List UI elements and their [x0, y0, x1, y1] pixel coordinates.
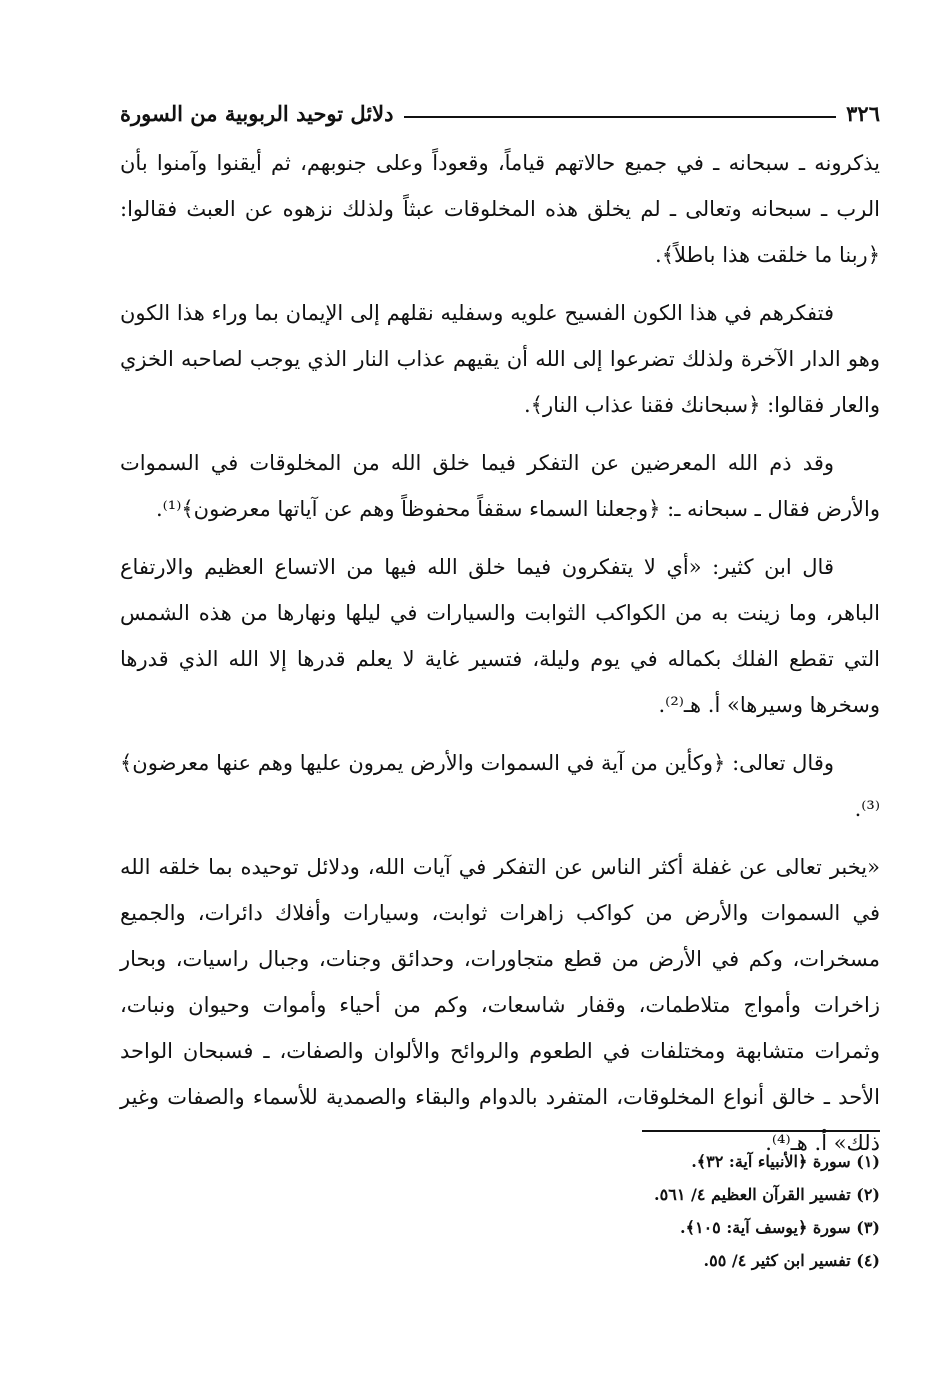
paragraph-text: يذكرونه ـ سبحانه ـ في جميع حالاتهم قياماً، وقعوداً وعلى جنوبهم، ثم أيقنوا وآمنوا بأن الرب ـ سبحانه وتعالى ـ لم يخلق هذه المخلوقات عبثاً ولذلك نزهوه عن العبث فقالوا: ﴿ربنا ما خلقت هذا باطلاً﴾. — [120, 151, 880, 267]
paragraph — [120, 740, 880, 832]
header-rule — [404, 116, 837, 118]
footnote: (٤) تفسير ابن كثير ٤/ ٥٥. — [703, 1251, 880, 1270]
running-title: دلائل توحيد الربوبية من السورة — [120, 101, 394, 126]
paragraph-text: وقد ذم الله المعرضين عن التفكر فيما خلق الله من المخلوقات في السموات والأرض فقال ـ سبحانه ـ: ﴿وجعلنا السماء سقفاً محفوظاً وهم عن آياتها معرضون﴾⁽¹⁾. — [120, 451, 880, 521]
paragraph — [120, 440, 880, 532]
paragraph — [120, 290, 880, 428]
paragraph-text: فتفكرهم في هذا الكون الفسيح علويه وسفليه نقلهم إلى الإيمان بما وراء هذا الكون وهو الدار الآخرة ولذلك تضرعوا إلى الله أن يقيهم عذاب النار الذي يوجب لصاحبه الخزي والعار فقالوا: ﴿سبحانك فقنا عذاب النار﴾. — [120, 301, 880, 417]
main-text — [120, 140, 880, 1178]
paragraph-text: وقال تعالى: ﴿وكأين من آية في السموات والأرض يمرون عليها وهم عنها معرضون﴾⁽³⁾. — [120, 751, 880, 821]
paragraph-text: «يخبر تعالى عن غفلة أكثر الناس عن التفكر في آيات الله، ودلائل توحيده بما خلقه الله في السموات والأرض من كواكب زاهرات ثوابت، وسيارات وأفلاك دائرات، والجميع مسخرات، وكم في الأرض من قطع متجاورات، وحدائق وجنات، وجبال راسيات، وبحار زاخرات وأمواج متلاطمات، وقفار شاسعات، وكم من أحياء وأموات وحيوان ونبات، وثمرات متشابهة ومختلفات في الطعوم والروائح والألوان والصفات، ـ فسبحان الواحد الأحد ـ خالق أنواع المخلوقات، المتفرد بالدوام والبقاء والصمدية للأسماء والصفات وغير ذلك» أ. هـ⁽⁴⁾. — [120, 855, 880, 1155]
footnotes — [360, 1145, 880, 1277]
footnote-separator — [642, 1130, 880, 1132]
paragraph-text: قال ابن كثير: «أي لا يتفكرون فيما خلق الله فيها من الاتساع العظيم والارتفاع الباهر، وما زينت به من الكواكب الثوابت والسيارات في ليلها ونهارها من هذه الشمس التي تقطع الفلك بكماله في يوم وليلة، فتسير غاية لا يعلم قدرها إلا الله الذي قدرها وسخرها وسيرها» أ. هـ⁽²⁾. — [120, 555, 880, 717]
footnote: (٢) تفسير القرآن العظيم ٤/ ٥٦١. — [654, 1185, 880, 1204]
footnote: (١) سورة ﴿الأنبياء آية: ٣٢﴾. — [691, 1152, 880, 1171]
paragraph — [120, 140, 880, 278]
paragraph — [120, 544, 880, 728]
paragraph — [120, 844, 880, 1166]
footnote: (٣) سورة ﴿يوسف آية: ١٠٥﴾. — [680, 1218, 880, 1237]
running-header — [120, 92, 880, 126]
page-number: ٣٢٦ — [846, 101, 880, 126]
